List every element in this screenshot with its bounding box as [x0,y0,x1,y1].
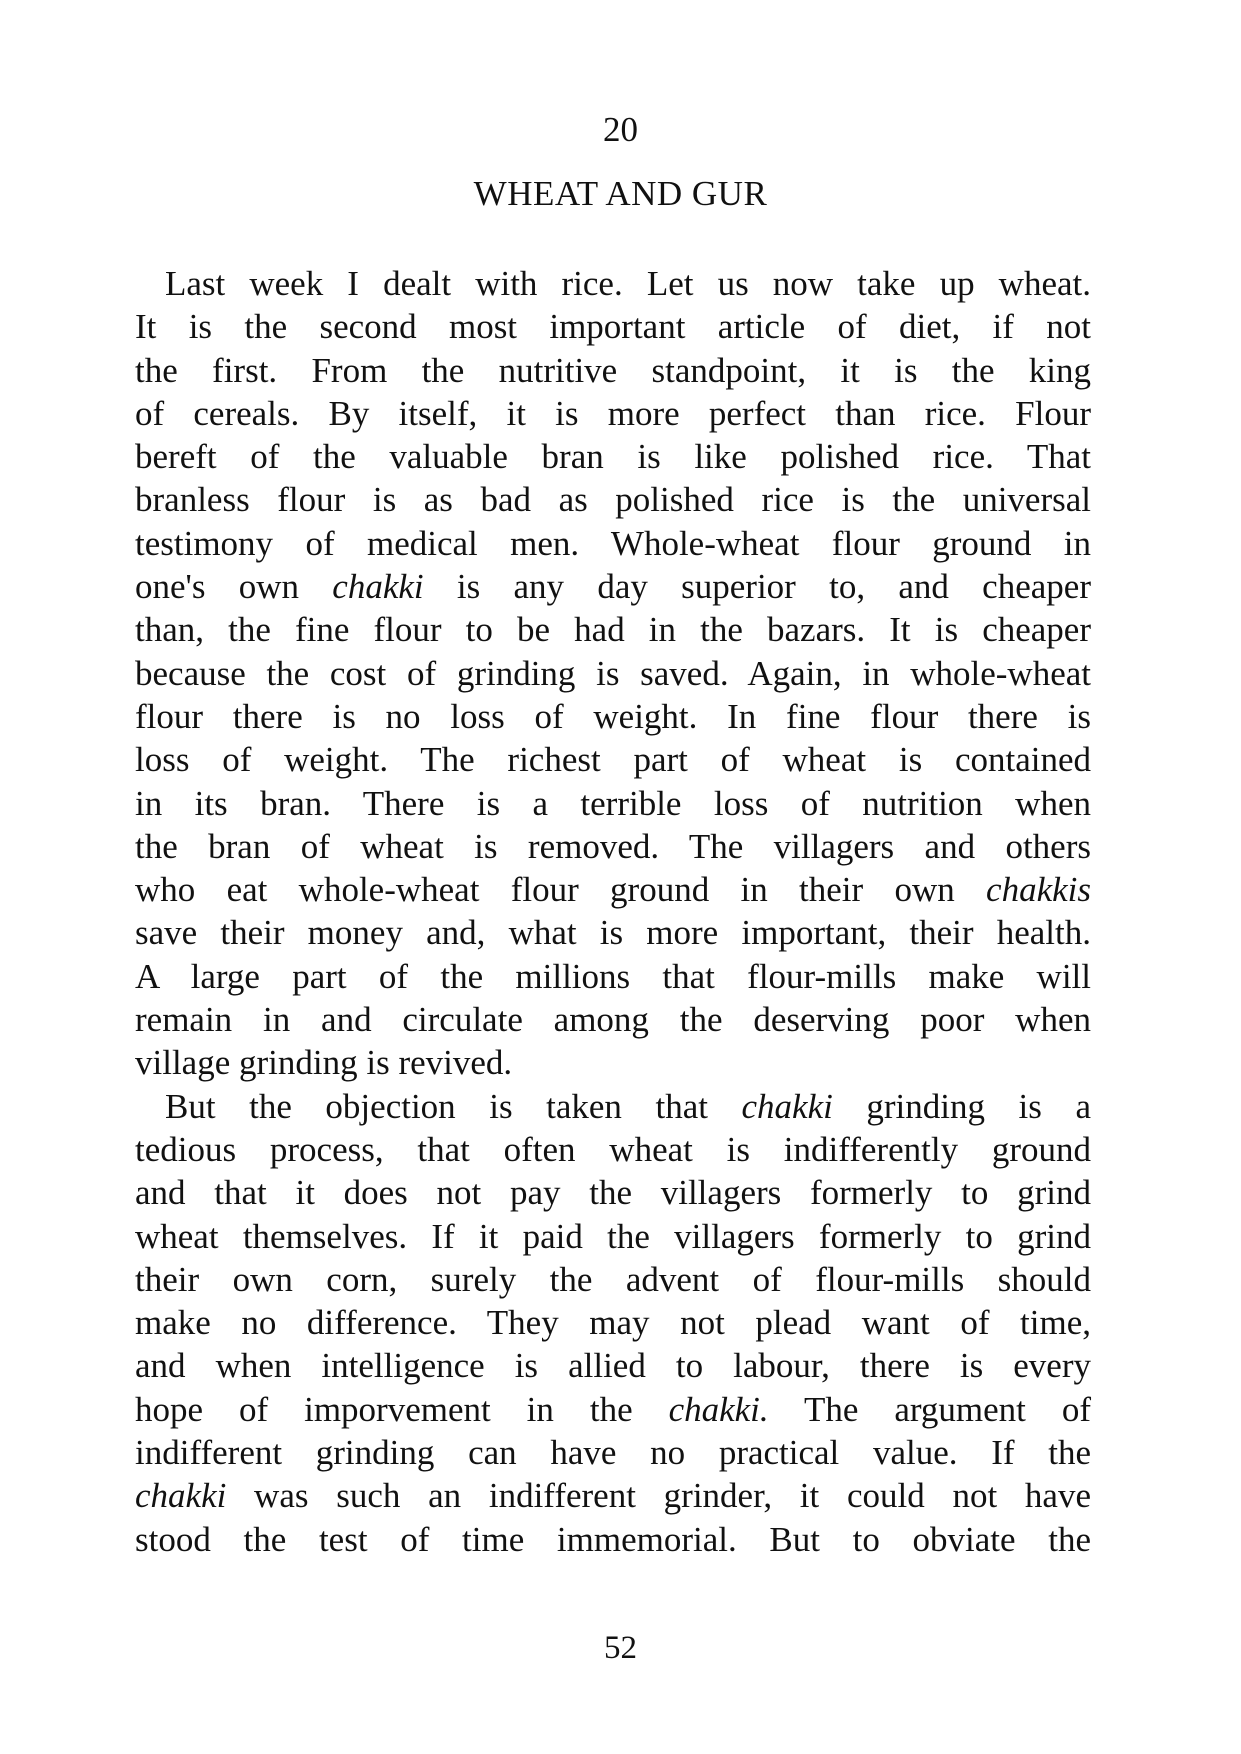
text-line: and when intelligence is allied to labour, there is every [135,1346,1091,1386]
text-line: tedious process, that often wheat is indifferently ground [135,1129,1091,1169]
text-line: village grinding is revived. [135,1043,513,1083]
text-line: loss of weight. The richest part of wheat is contained [135,740,1091,780]
text-line: make no difference. They may not plead want of time, [135,1303,1091,1343]
text-segment: who eat whole-wheat flour ground in their own [135,870,987,910]
italic-term: chakki [135,1476,227,1516]
text-line [135,1085,1091,1128]
body-text [135,262,1091,1561]
text-line: save their money and, what is more important, their health. [135,913,1091,953]
text-line: Last week I dealt with rice. Let us now take up wheat. [165,264,1091,303]
text-line: wheat themselves. If it paid the villagers formerly to grind [135,1216,1091,1256]
text-line: remain in and circulate among the deserving poor when [135,1000,1091,1040]
text-segment: one's own [135,567,333,607]
italic-term: chakki [741,1086,833,1126]
chapter-number: 20 [603,110,638,149]
text-segment: But the objection is taken that [165,1086,742,1126]
text-line: indifferent grinding can have no practical value. If the [135,1433,1091,1473]
text-line: flour there is no loss of weight. In fine flour there is [135,696,1091,736]
text-line: branless flour is as bad as polished rice is the universal [135,480,1091,520]
text-line: and that it does not pay the villagers formerly to grind [135,1173,1091,1213]
text-line: of cereals. By itself, it is more perfect than rice. Flour [135,393,1091,433]
text-segment: hope of imporvement in the [135,1389,669,1429]
chapter-title: WHEAT AND GUR [473,174,768,213]
text-line: their own corn, surely the advent of flour-mills should [135,1259,1091,1299]
text-line: than, the fine flour to be had in the bazars. It is cheaper [135,610,1091,650]
text-line: testimony of medical men. Whole-wheat flour ground in [135,523,1091,563]
text-segment: was such an indifferent grinder, it could not have [226,1476,1091,1516]
text-segment: is any day superior to, and cheaper [423,567,1091,607]
text-line: bereft of the valuable bran is like polished rice. That [135,437,1091,477]
text-line: because the cost of grinding is saved. Again, in whole-wheat [135,653,1091,693]
text-line: the bran of wheat is removed. The villagers and others [135,826,1091,866]
italic-term: chakki. [668,1389,769,1429]
text-line: the first. From the nutritive standpoint, it is the king [135,350,1091,390]
text-line [135,565,1091,608]
text-line: in its bran. There is a terrible loss of nutrition when [135,783,1091,823]
text-line: It is the second most important article of diet, if not [135,307,1091,347]
text-line: A large part of the millions that flour-mills make will [135,956,1091,996]
text-segment: grinding is a [832,1086,1091,1126]
text-line: stood the test of time immemorial. But to obviate the [135,1519,1091,1559]
italic-term: chakkis [986,870,1091,910]
italic-term: chakki [332,567,424,607]
text-line [135,868,1091,911]
page-number: 52 [604,1630,637,1666]
text-segment: The argument of [768,1389,1091,1429]
text-line [135,1388,1091,1431]
text-line [135,1474,1091,1517]
